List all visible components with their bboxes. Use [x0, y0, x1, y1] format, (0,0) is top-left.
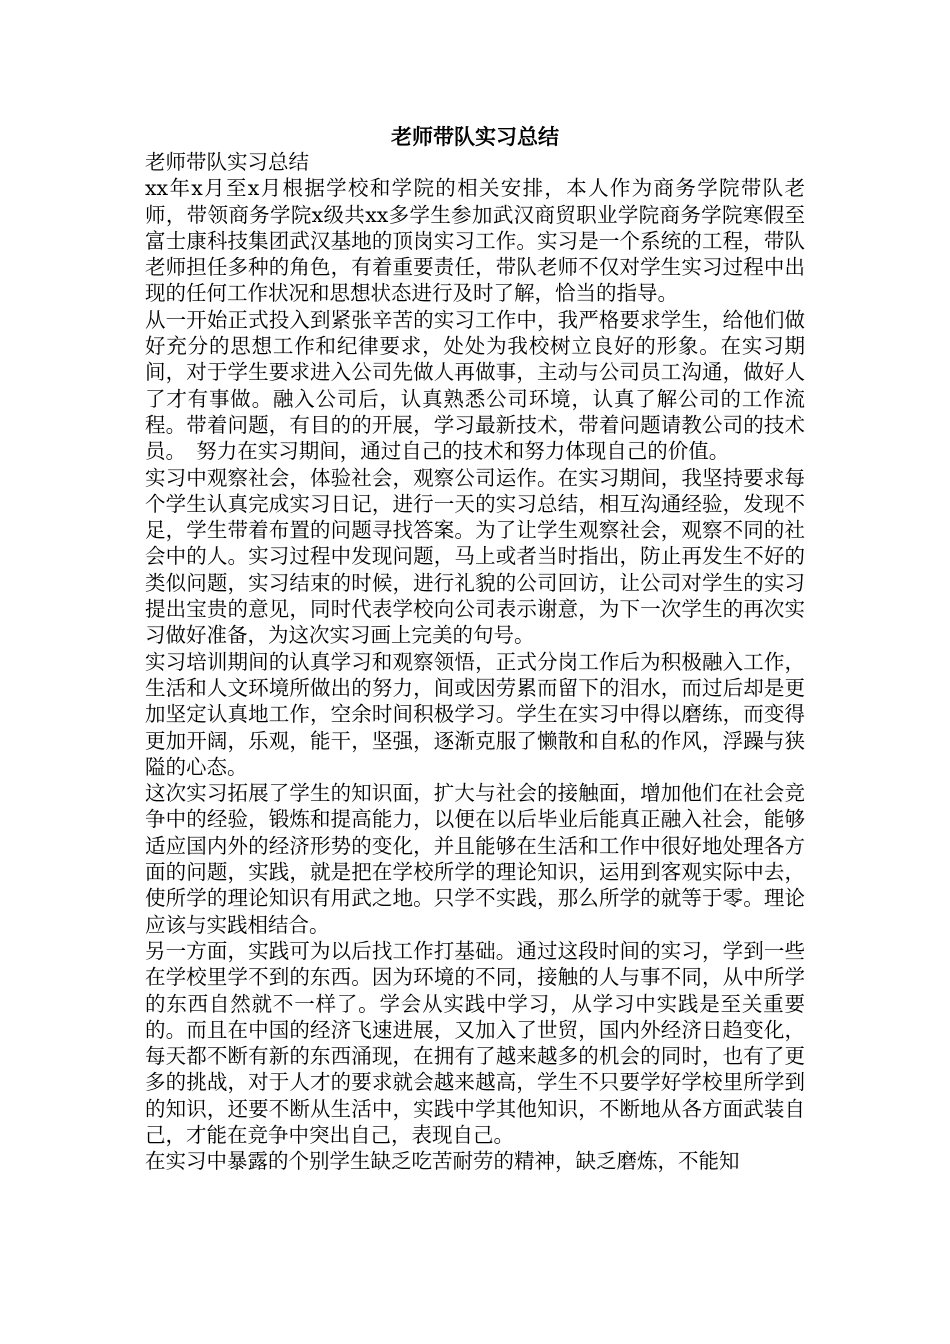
paragraph: 实习中观察社会，体验社会，观察公司运作。在实习期间，我坚持要求每个学生认真完成实习日记，进行一天的实习总结，相互沟通经验，发现不足，学生带着布置的问题寻找答案。为了让学生观察社会，观察不同的社会中的人。实习过程中发现问题，马上或者当时指出，防止再发生不好的类似问题，实习结束的时候，进行礼貌的公司回访，让公司对学生的实习提出宝贵的意见，同时代表学校向公司表示谢意，为下一次学生的再次实习做好准备，为这次实习画上完美的句号。: [145, 465, 805, 648]
document-body: [145, 149, 805, 1175]
paragraph: xx年x月至x月根据学校和学院的相关安排，本人作为商务学院带队老师，带领商务学院x级共xx多学生参加武汉商贸职业学院商务学院寒假至富士康科技集团武汉基地的顶岗实习工作。实习是一个系统的工程，带队老师担任多种的角色，有着重要责任，带队老师不仅对学生实习过程中出现的任何工作状况和思想状态进行及时了解，恰当的指导。: [145, 176, 805, 306]
paragraph: 在实习中暴露的个别学生缺乏吃苦耐劳的精神，缺乏磨炼，不能知: [145, 1149, 740, 1174]
paragraph: 这次实习拓展了学生的知识面，扩大与社会的接触面，增加他们在社会竞争中的经验，锻炼和提高能力，以便在以后毕业后能真正融入社会，能够适应国内外的经济形势的变化，并且能够在生活和工作中很好地处理各方面的问题，实践，就是把在学校所学的理论知识，运用到客观实际中去，使所学的理论知识有用武之地。只学不实践，那么所学的就等于零。理论应该与实践相结合。: [145, 781, 805, 937]
paragraph: 实习培训期间的认真学习和观察领悟，正式分岗工作后为积极融入工作，生活和人文环境所做出的努力，间或因劳累而留下的泪水，而过后却是更加坚定认真地工作，空余时间积极学习。学生在实习中得以磨练，而变得更加开阔，乐观，能干，坚强，逐渐克服了懒散和自私的作风，浮躁与狭隘的心态。: [145, 649, 805, 779]
paragraph: 另一方面，实践可为以后找工作打基础。通过这段时间的实习，学到一些在学校里学不到的东西。因为环境的不同，接触的人与事不同，从中所学的东西自然就不一样了。学会从实践中学习，从学习中实践是至关重要的。而且在中国的经济飞速进展，又加入了世贸，国内外经济日趋变化，每天都不断有新的东西涌现，在拥有了越来越多的机会的同时，也有了更多的挑战，对于人才的要求就会越来越高，学生不只要学好学校里所学到的知识，还要不断从生活中，实践中学其他知识，不断地从各方面武装自己，才能在竞争中突出自己，表现自己。: [145, 938, 805, 1147]
paragraph-subtitle: 老师带队实习总结: [145, 150, 309, 174]
document-title: 老师带队实习总结: [391, 125, 559, 149]
paragraph: 从一开始正式投入到紧张辛苦的实习工作中，我严格要求学生，给他们做好充分的思想工作和纪律要求，处处为我校树立良好的形象。在实习期间，对于学生要求进入公司先做人再做事，主动与公司员工沟通，做好人了才有事做。融入公司后，认真熟悉公司环境，认真了解公司的工作流程。带着问题，有目的的开展，学习最新技术，带着问题请教公司的技术员。 努力在实习期间，通过自己的技术和努力体现自己的价值。: [145, 307, 805, 464]
